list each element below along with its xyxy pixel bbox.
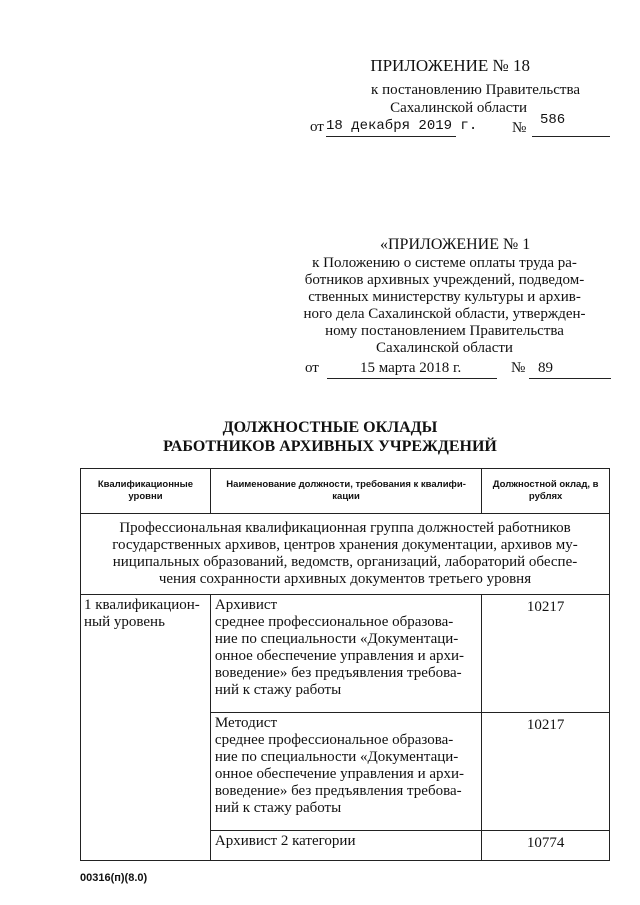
date-underline	[327, 378, 497, 379]
requirement-line: онное обеспечение управления и архи-	[214, 766, 465, 782]
appendix-1-line: ному постановлением Правительства	[325, 323, 564, 339]
salary-cell: 10217	[482, 595, 610, 713]
salary-table	[80, 468, 610, 861]
appendix-1-line: ственных министерству культуры и архив-	[308, 289, 581, 305]
requirement-line: онное обеспечение управления и архи-	[214, 648, 465, 664]
main-title-line2: РАБОТНИКОВ АРХИВНЫХ УЧРЕЖДЕНИЙ	[163, 438, 497, 455]
appendix-number: 89	[538, 360, 553, 376]
group-row	[81, 514, 610, 595]
requirement-line: воведение» без предъявления требова-	[214, 665, 462, 681]
number-underline	[532, 136, 610, 137]
footer-code: 00316(п)(8.0)	[80, 872, 148, 884]
appendix-1-line: ботников архивных учреждений, подведом-	[304, 272, 585, 288]
position-name: Архивист	[214, 597, 278, 613]
appendix-18-date-row	[310, 112, 610, 138]
position-cell	[210, 831, 481, 861]
appendix-date: 15 марта 2018 г.	[360, 360, 462, 376]
number-label: №	[512, 120, 527, 136]
decree-date: 18 декабря 2019 г.	[326, 118, 478, 134]
group-line: государственных архивов, центров хранения документации, архивов му-	[112, 537, 578, 553]
appendix-18-title: ПРИЛОЖЕНИЕ № 18	[370, 56, 530, 75]
position-cell	[210, 595, 481, 713]
appendix-1-line: к Положению о системе оплаты труда ра-	[312, 255, 577, 271]
position-name: Архивист 2 категории	[214, 833, 356, 849]
main-title-line1: ДОЛЖНОСТНЫЕ ОКЛАДЫ	[222, 419, 438, 436]
decree-number: 586	[540, 112, 566, 128]
salary-cell: 10217	[482, 713, 610, 831]
appendix-18-line2: Сахалинской области	[390, 100, 527, 116]
header-position: Наименование должности, требования к квалифи-кации	[210, 469, 481, 514]
requirement-line: ние по специальности «Документаци-	[214, 631, 459, 647]
appendix-1-line: ного дела Сахалинской области, утвержден-	[303, 306, 586, 322]
header-levels: Квалификационные уровни	[81, 469, 211, 514]
requirement-line: ний к стажу работы	[214, 682, 342, 698]
appendix-1-date-row	[305, 359, 605, 381]
position-name: Методист	[214, 715, 278, 731]
header-salary: Должностной оклад, в рублях	[482, 469, 610, 514]
salary-cell: 10774	[482, 831, 610, 861]
appendix-1-body	[282, 255, 607, 357]
qualification-group	[81, 514, 610, 595]
number-underline	[529, 378, 611, 379]
position-cell	[210, 713, 481, 831]
table-header-row	[81, 469, 610, 514]
requirement-line: воведение» без предъявления требова-	[214, 783, 462, 799]
from-label: от	[310, 119, 324, 135]
date-underline	[326, 136, 456, 137]
qualification-level: 1 квалификацион-ный уровень	[81, 595, 211, 861]
requirement-line: среднее профессиональное образова-	[214, 732, 454, 748]
group-line: чения сохранности архивных документов третьего уровня	[158, 571, 532, 587]
table-row	[81, 595, 610, 713]
requirement-line: ний к стажу работы	[214, 800, 342, 816]
requirement-line: среднее профессиональное образова-	[214, 614, 454, 630]
group-line: Профессиональная квалификационная группа должностей работников	[119, 520, 571, 536]
appendix-1-line: Сахалинской области	[376, 340, 513, 356]
group-line: ниципальных образований, ведомств, организаций, лабораторий обеспе-	[112, 554, 578, 570]
appendix-18-line1: к постановлению Правительства	[371, 82, 580, 98]
requirement-line: ние по специальности «Документаци-	[214, 749, 459, 765]
main-title	[130, 418, 530, 456]
number-label: №	[511, 360, 526, 376]
from-label: от	[305, 360, 319, 376]
appendix-1-title: «ПРИЛОЖЕНИЕ № 1	[380, 236, 531, 253]
